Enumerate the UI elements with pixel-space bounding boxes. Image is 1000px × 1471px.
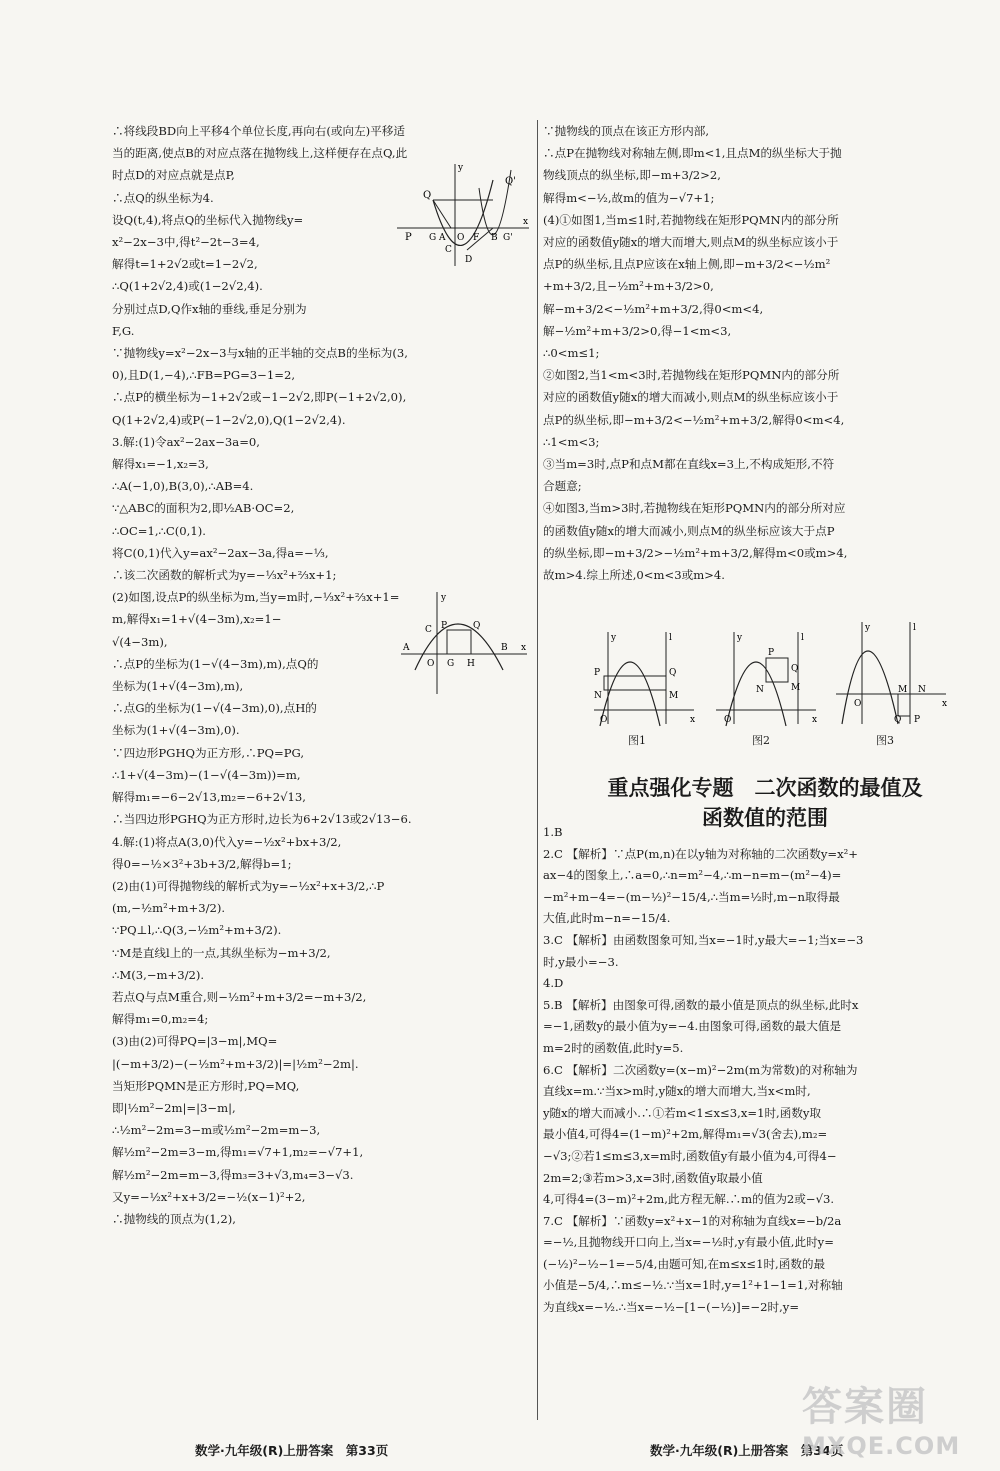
left-text-line: ∴1+√(4−3m)−(1−√(4−3m))=m, [112,767,301,782]
fig-3-label-q: Q [894,715,902,725]
right-text-line: ∵抛物线的顶点在该正方形内部, [543,124,709,138]
right-column [543,120,983,586]
right-text-line: ③当m=3时,点P和点M都在直线x=3上,不构成矩形,不符 [543,457,835,472]
figure-1 [590,628,700,728]
fig1-label-o: O [457,233,465,243]
fig-3-label-x: x [942,699,948,709]
right-text-line: ∴点P在抛物线对称轴左侧,即m<1,且点M的纵坐标大于抛 [543,146,842,161]
left-text-line: 解得m₁=0,m₂=4; [112,1012,209,1027]
left-text-line: ∴该二次函数的解析式为y=−⅓x²+⅔x+1; [112,568,337,583]
fig2-label-q: Q [473,621,481,631]
left-text-line: 0),且D(1,−4),∴FB=PG=3−1=2, [112,368,296,383]
fig-3-label-l: l [913,623,916,633]
left-text-line: ∴Q(1+2√2,4)或(1−2√2,4). [112,279,263,294]
right-text-line: (4)①如图1,当m≤1时,若抛物线在矩形PQMN内的部分所 [543,212,839,227]
right-text-line: ∴0<m≤1; [543,346,600,361]
left-text-line: |(−m+3/2)−(−½m²+m+3/2)|=|½m²−2m|. [112,1056,359,1071]
answer-line: 3.C 【解析】由函数图象可知,当x=−1时,y最大=−1;当x=−3 [543,932,864,947]
answer-line: y随x的增大而减小.∴①若m<1≤x≤3,x=1时,函数y取 [543,1105,822,1120]
answer-line: 为直线x=−½.∴当x=−½−[1−(−½)]=−2时,y= [543,1300,800,1315]
right-text-line: 解−m+3/2<−½m²+m+3/2,得0<m<4, [543,301,764,316]
right-text-line: 对应的函数值y随x的增大而减小,则点M的纵坐标应该小于 [543,390,839,405]
fig2-label-p: P [441,621,448,631]
left-text-line: x²−2x−3中,得t²−2t−3=4, [112,235,260,250]
left-text-line: ∵△ABC的面积为2,即½AB·OC=2, [112,501,295,516]
answer-line: 2.C 【解析】∵点P(m,n)在以y轴为对称轴的二次函数y=x²+ [543,846,859,861]
answer-line: 小值是−5/4,∴m≤−½.∵当x=1时,y=1²+1−1=1,对称轴 [543,1278,843,1293]
fig1-label-p: P [405,232,412,243]
fig-3-label-p: P [914,715,921,725]
right-text-line: +m+3/2,且−½m²+m+3/2>0, [543,279,714,294]
right-text-line: 的纵坐标,即−m+3/2>−½m²+m+3/2,解得m<0或m>4, [543,545,848,560]
left-text-line: ∴抛物线的顶点为(1,2), [112,1211,236,1226]
answer-line: 7.C 【解析】∵函数y=x²+x−1的对称轴为直线x=−b/2a [543,1213,842,1228]
right-text-line: 物线顶点的纵坐标,即−m+3/2>2, [543,168,721,183]
left-text-line: 3.解:(1)令ax²−2ax−3a=0, [112,434,260,449]
right-text-line: 合题意; [543,479,582,494]
right-text-line: 点P的纵坐标,且点P应该在x轴上侧,即−m+3/2<−½m² [543,257,831,272]
fig-3-label-n: N [918,685,926,695]
parabola-figure-translation [393,160,533,270]
left-text-line: 当矩形PQMN是正方形时,PQ=MQ, [112,1078,300,1093]
left-text-line: 分别过点D,Q作x轴的垂线,垂足分别为 [112,301,307,316]
answer-line: 4.D [543,976,564,991]
right-text-line: ②如图2,当1<m<3时,若抛物线在矩形PQMN内的部分所 [543,368,840,383]
fig-2-label-n: N [756,685,764,695]
left-text-line: (2)由(1)可得抛物线的解析式为y=−½x²+x+3/2,∴P [112,878,385,893]
figure-3-caption: 图3 [876,734,894,747]
watermark-url: MXQE.COM [802,1432,961,1460]
right-text-line: 的函数值y随x的增大而减小,则点M的纵坐标应该大于点P [543,523,835,538]
fig1-label-d: D [465,255,473,265]
left-text-line: ∵PQ⊥l,∴Q(3,−½m²+m+3/2). [112,923,282,938]
left-text-line: √(4−3m), [112,634,168,649]
fig-2-label-l: l [801,633,804,643]
column-divider [537,120,538,1420]
fig-2-label-y: y [737,633,743,643]
left-text-line: m,解得x₁=1+√(4−3m),x₂=1− [112,612,282,627]
right-text-line: 点P的纵坐标,即−m+3/2<−½m²+m+3/2,解得0<m<4, [543,412,845,427]
figure-2-caption: 图2 [752,734,770,747]
right-text-line: 解得m<−½,故m的值为−√7+1; [543,190,715,205]
fig-2-label-p: P [768,648,775,658]
figure-2 [712,628,822,728]
fig1-label-q-prime: Q' [505,176,516,187]
fig-1-label-x: x [690,715,696,725]
left-text-line: ∴将线段BD向上平移4个单位长度,再向右(或向左)平移适 [112,124,405,138]
right-text-line: 对应的函数值y随x的增大而增大,则点M的纵坐标应该小于 [543,235,839,250]
left-text-line: ∴当四边形PGHQ为正方形时,边长为6+2√13或2√13−6. [112,812,412,827]
figure-3 [832,618,952,728]
fig-1-label-l: l [669,633,672,643]
fig-2-label-o: O [724,715,732,725]
left-text-line: 解得t=1+2√2或t=1−2√2, [112,257,258,272]
footer-page-34: 数学·九年级(R)上册答案 第34页 [650,1443,844,1458]
answer-line: =−1,函数y的最小值为y=−4.由图象可得,函数的最大值是 [543,1019,842,1034]
left-text-line: (3)由(2)可得PQ=|3−m|,MQ= [112,1034,278,1049]
watermark [802,1375,992,1465]
left-text-line: 当的距离,使点B的对应点落在抛物线上,这样便存在点Q,此 [112,146,408,161]
parabola-figure-square [397,588,532,698]
left-text-line: ∵四边形PGHQ为正方形,∴PQ=PG, [112,745,305,760]
answer-line: ax−4的图象上,∴a=0,∴n=m²−4,∴m−n=m−(m²−4)= [543,868,842,883]
left-text-line: 坐标为(1+√(4−3m),0). [112,723,240,738]
left-text-line: (m,−½m²+m+3/2). [112,901,226,916]
left-text-line: ∵M是直线l上的一点,其纵坐标为−m+3/2, [112,945,331,960]
answer-line: =−½,且抛物线开口向上,当x=−½时,y有最小值,此时y= [543,1235,834,1250]
answer-line: 4,可得4=(3−m)²+2m,此方程无解.∴m的值为2或−√3. [543,1192,835,1207]
fig2-label-b: B [501,643,508,653]
fig-2-label-x: x [812,715,818,725]
section-title-line-1: 重点强化专题 二次函数的最值及 [607,776,923,800]
fig1-label-g: G [429,233,437,243]
answer-line: 时,y最小=−3. [543,954,619,969]
fig-1-label-n: N [594,691,602,701]
left-text-line: 设Q(t,4),将点Q的坐标代入抛物线y= [112,212,304,227]
fig1-label-a: A [439,233,446,243]
left-text-line: 解得m₁=−6−2√13,m₂=−6+2√13, [112,790,306,805]
left-text-line: 解½m²−2m=3−m,得m₁=√7+1,m₂=−√7+1, [112,1145,364,1160]
left-text-line: 又y=−½x²+x+3/2=−½(x−1)²+2, [112,1189,306,1204]
left-text-line: 若点Q与点M重合,则−½m²+m+3/2=−m+3/2, [112,989,367,1004]
left-text-line: 解½m²−2m=m−3,得m₃=3+√3,m₄=3−√3. [112,1167,354,1182]
answer-line: 大值,此时m−n=−15/4. [543,911,671,926]
answer-line: (−½)²−½−1=−5/4,由题可知,在m≤x≤1时,函数的最 [543,1256,826,1271]
left-text-line: ∴点Q的纵坐标为4. [112,190,214,205]
fig-2-label-m: M [791,683,801,693]
fig2-label-y: y [441,593,447,603]
fig2-label-g: G [447,659,455,669]
fig-2-label-q: Q [791,664,799,674]
left-text-line: ∴M(3,−m+3/2). [112,967,205,982]
left-text-line: ∵抛物线y=x²−2x−3与x轴的正半轴的交点B的坐标为(3, [112,346,408,361]
fig1-label-c: C [445,245,452,255]
fig-3-label-o: O [854,699,862,709]
fig-3-label-y: y [865,623,871,633]
right-text-line: 故m>4.综上所述,0<m<3或m>4. [543,568,725,583]
left-text-line: ∴OC=1,∴C(0,1). [112,523,206,538]
right-text-line: ∴1<m<3; [543,434,600,449]
fig-3-label-m: M [898,685,908,695]
fig1-label-y: y [458,163,464,173]
answer-line: m=2时的函数值,此时y=5. [543,1040,684,1055]
answer-line: 最小值4,可得4=(1−m)²+2m,解得m₁=√3(舍去),m₂= [543,1127,828,1142]
fig1-label-b: B [491,233,498,243]
left-text-line: (2)如图,设点P的纵坐标为m,当y=m时,−⅓x²+⅔x+1= [112,590,400,605]
left-text-line: 4.解:(1)将点A(3,0)代入y=−½x²+bx+3/2, [112,834,342,849]
answer-line: 5.B 【解析】由图象可得,函数的最小值是顶点的纵坐标,此时x [543,997,859,1012]
answer-line: −m²+m−4=−(m−½)²−15/4,∴当m=½时,m−n取得最 [543,889,840,904]
answer-line: 2m=2;③若m>3,x=3时,函数值y取最小值 [543,1170,763,1185]
fig2-label-a: A [403,643,410,653]
left-text-line: Q(1+2√2,4)或P(−1−2√2,0),Q(1−2√2,4). [112,412,346,427]
left-text-line: F,G. [112,323,135,338]
fig1-label-f: F [473,233,480,243]
figure-1-caption: 图1 [628,734,646,747]
fig1-label-g-prime: G' [503,233,513,243]
answer-line: 直线x=m.∵当x>m时,y随x的增大而增大,当x<m时, [543,1084,811,1099]
watermark-logo: 答案圈 [802,1384,928,1430]
left-text-line: ∴½m²−2m=3−m或½m²−2m=m−3, [112,1123,321,1138]
left-text-line: 时点D的对应点就是点P, [112,168,235,183]
fig-1-label-y: y [611,633,617,643]
left-text-line: 得0=−½×3²+3b+3/2,解得b=1; [112,856,292,871]
fig-1-label-m: M [669,691,679,701]
fig-1-label-o: O [600,715,608,725]
right-text-line: ④如图3,当m>3时,若抛物线在矩形PQMN内的部分所对应 [543,501,846,516]
left-text-line: 坐标为(1+√(4−3m),m), [112,679,244,694]
fig2-label-c: C [425,625,432,635]
fig2-label-o: O [427,659,435,669]
left-text-line: ∴点P的坐标为(1−√(4−3m),m),点Q的 [112,656,319,671]
fig-1-label-p: P [594,668,601,678]
section-title-line-2: 函数值的范围 [702,806,828,830]
answer-list [543,822,983,1319]
fig-1-label-q: Q [669,668,677,678]
left-text-line: 解得x₁=−1,x₂=3, [112,457,209,472]
fig2-label-x: x [521,643,527,653]
footer-page-33: 数学·九年级(R)上册答案 第33页 [195,1443,389,1458]
answer-line: −√3;②若1≤m≤3,x=m时,函数值y有最小值为4,可得4− [543,1148,837,1163]
left-text-line: ∴点P的横坐标为−1+2√2或−1−2√2,即P(−1+2√2,0), [112,390,407,405]
right-text-line: 解−½m²+m+3/2>0,得−1<m<3, [543,323,732,338]
answer-line: 6.C 【解析】二次函数y=(x−m)²−2m(m为常数)的对称轴为 [543,1062,858,1077]
left-text-line: 即|½m²−2m|=|3−m|, [112,1100,236,1115]
left-text-line: 将C(0,1)代入y=ax²−2ax−3a,得a=−⅓, [112,545,329,560]
fig2-label-h: H [467,659,475,669]
fig1-label-q: Q [423,190,432,201]
fig1-label-x: x [523,217,529,227]
left-text-line: ∴点G的坐标为(1−√(4−3m),0),点H的 [112,701,317,716]
answer-line: 1.B [543,825,563,839]
left-text-line: ∴A(−1,0),B(3,0),∴AB=4. [112,479,254,494]
